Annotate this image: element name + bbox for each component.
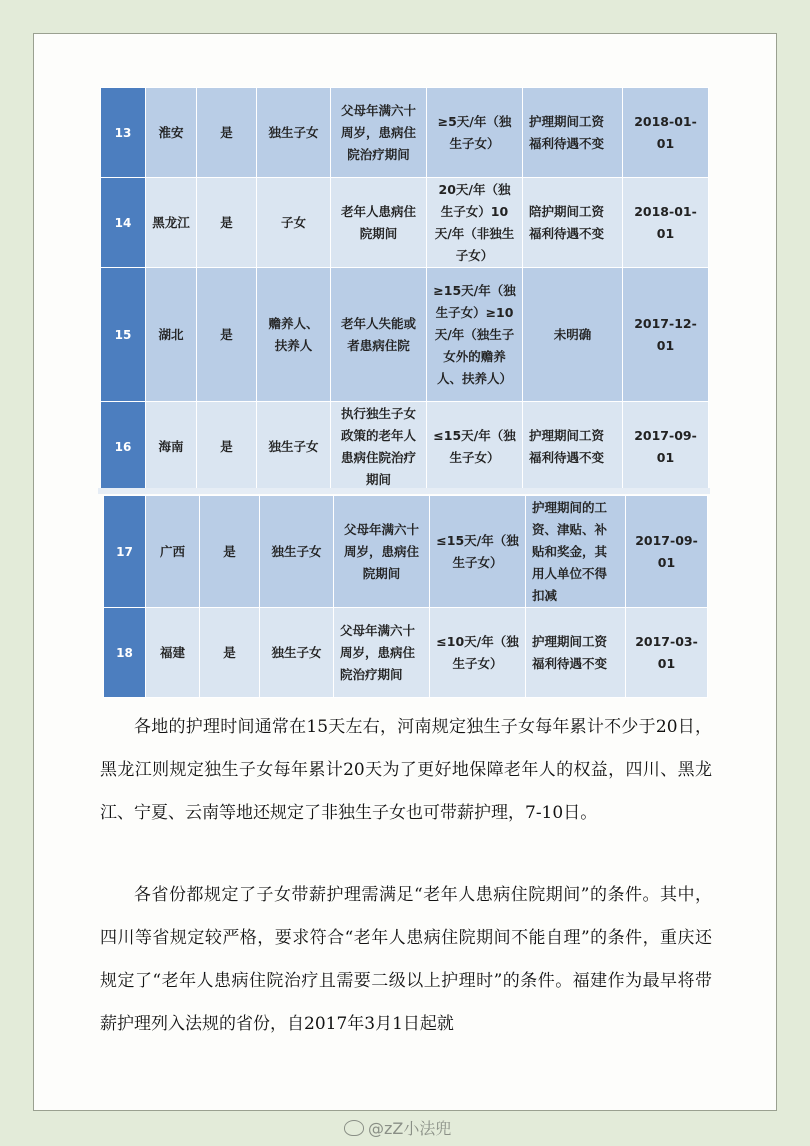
paid-cell: 是	[197, 178, 257, 268]
body-paragraph: 各省份都规定了子女带薪护理需满足“老年人患病住院期间”的条件。其中，四川等省规定较严格，要求符合“老年人患病住院期间不能自理”的条件，重庆还规定了“老年人患病住院治疗且需要二级以上护理时”的条件。福建作为最早将带薪护理列入法规的省份，自2017年3月1日起就	[100, 885, 712, 1034]
paid-cell: 是	[197, 268, 257, 402]
watermark	[344, 1116, 451, 1139]
paid-cell: 是	[200, 608, 260, 698]
condition-cell: 父母年满六十周岁，患病住院治疗期间	[331, 88, 427, 178]
table-row	[104, 496, 708, 608]
condition-cell: 父母年满六十周岁，患病住院期间	[334, 496, 430, 608]
region-cell: 广西	[146, 496, 200, 608]
paid-cell: 是	[197, 402, 257, 492]
row-number: 15	[101, 268, 146, 402]
row-number: 13	[101, 88, 146, 178]
watermark-text: @zZ小法兜	[368, 1119, 452, 1138]
row-number: 17	[104, 496, 146, 608]
subject-cell: 赡养人、扶养人	[257, 268, 331, 402]
table-row	[101, 268, 709, 402]
duration-cell: ≤15天/年（独生子女）	[430, 496, 526, 608]
table-row	[104, 608, 708, 698]
benefit-cell: 护理期间工资福利待遇不变	[523, 402, 623, 492]
duration-cell: ≤10天/年（独生子女）	[430, 608, 526, 698]
condition-cell: 老年人患病住院期间	[331, 178, 427, 268]
region-cell: 福建	[146, 608, 200, 698]
benefit-cell: 护理期间工资福利待遇不变	[523, 88, 623, 178]
date-cell: 2018-01-01	[623, 178, 709, 268]
subject-cell: 独生子女	[257, 402, 331, 492]
row-number: 16	[101, 402, 146, 492]
subject-cell: 子女	[257, 178, 331, 268]
duration-cell: ≥15天/年（独生子女）≥10天/年（独生子女外的赡养人、扶养人）	[427, 268, 523, 402]
date-cell: 2017-09-01	[626, 496, 708, 608]
body-paragraph: 各地的护理时间通常在15天左右，河南规定独生子女每年累计不少于20日，黑龙江则规定独生子女每年累计20天为了更好地保障老年人的权益，四川、黑龙江、宁夏、云南等地还规定了非独生子女也可带薪护理，7-10日。	[100, 717, 712, 823]
policy-table-part-1	[100, 87, 709, 492]
date-cell: 2018-01-01	[623, 88, 709, 178]
subject-cell: 独生子女	[260, 608, 334, 698]
row-number: 18	[104, 608, 146, 698]
row-number: 14	[101, 178, 146, 268]
condition-cell: 父母年满六十周岁，患病住院治疗期间	[334, 608, 430, 698]
table-separator	[98, 488, 710, 494]
condition-cell: 老年人失能或者患病住院	[331, 268, 427, 402]
region-cell: 淮安	[146, 88, 197, 178]
date-cell: 2017-09-01	[623, 402, 709, 492]
subject-cell: 独生子女	[257, 88, 331, 178]
table-row	[101, 402, 709, 492]
table-row	[101, 178, 709, 268]
benefit-cell: 陪护期间工资福利待遇不变	[523, 178, 623, 268]
paid-cell: 是	[200, 496, 260, 608]
date-cell: 2017-03-01	[626, 608, 708, 698]
paid-cell: 是	[197, 88, 257, 178]
region-cell: 海南	[146, 402, 197, 492]
region-cell: 黑龙江	[146, 178, 197, 268]
table-row	[101, 88, 709, 178]
date-cell: 2017-12-01	[623, 268, 709, 402]
duration-cell: ≥5天/年（独生子女）	[427, 88, 523, 178]
policy-table-part-2	[103, 495, 708, 698]
benefit-cell: 护理期间工资福利待遇不变	[526, 608, 626, 698]
duration-cell: 20天/年（独生子女）10天/年（非独生子女）	[427, 178, 523, 268]
condition-cell: 执行独生子女政策的老年人患病住院治疗期间	[331, 402, 427, 492]
duration-cell: ≤15天/年（独生子女）	[427, 402, 523, 492]
weibo-icon	[344, 1120, 364, 1136]
region-cell: 湖北	[146, 268, 197, 402]
subject-cell: 独生子女	[260, 496, 334, 608]
benefit-cell: 未明确	[523, 268, 623, 402]
benefit-cell: 护理期间的工资、津贴、补贴和奖金，其用人单位不得扣减	[526, 496, 626, 608]
